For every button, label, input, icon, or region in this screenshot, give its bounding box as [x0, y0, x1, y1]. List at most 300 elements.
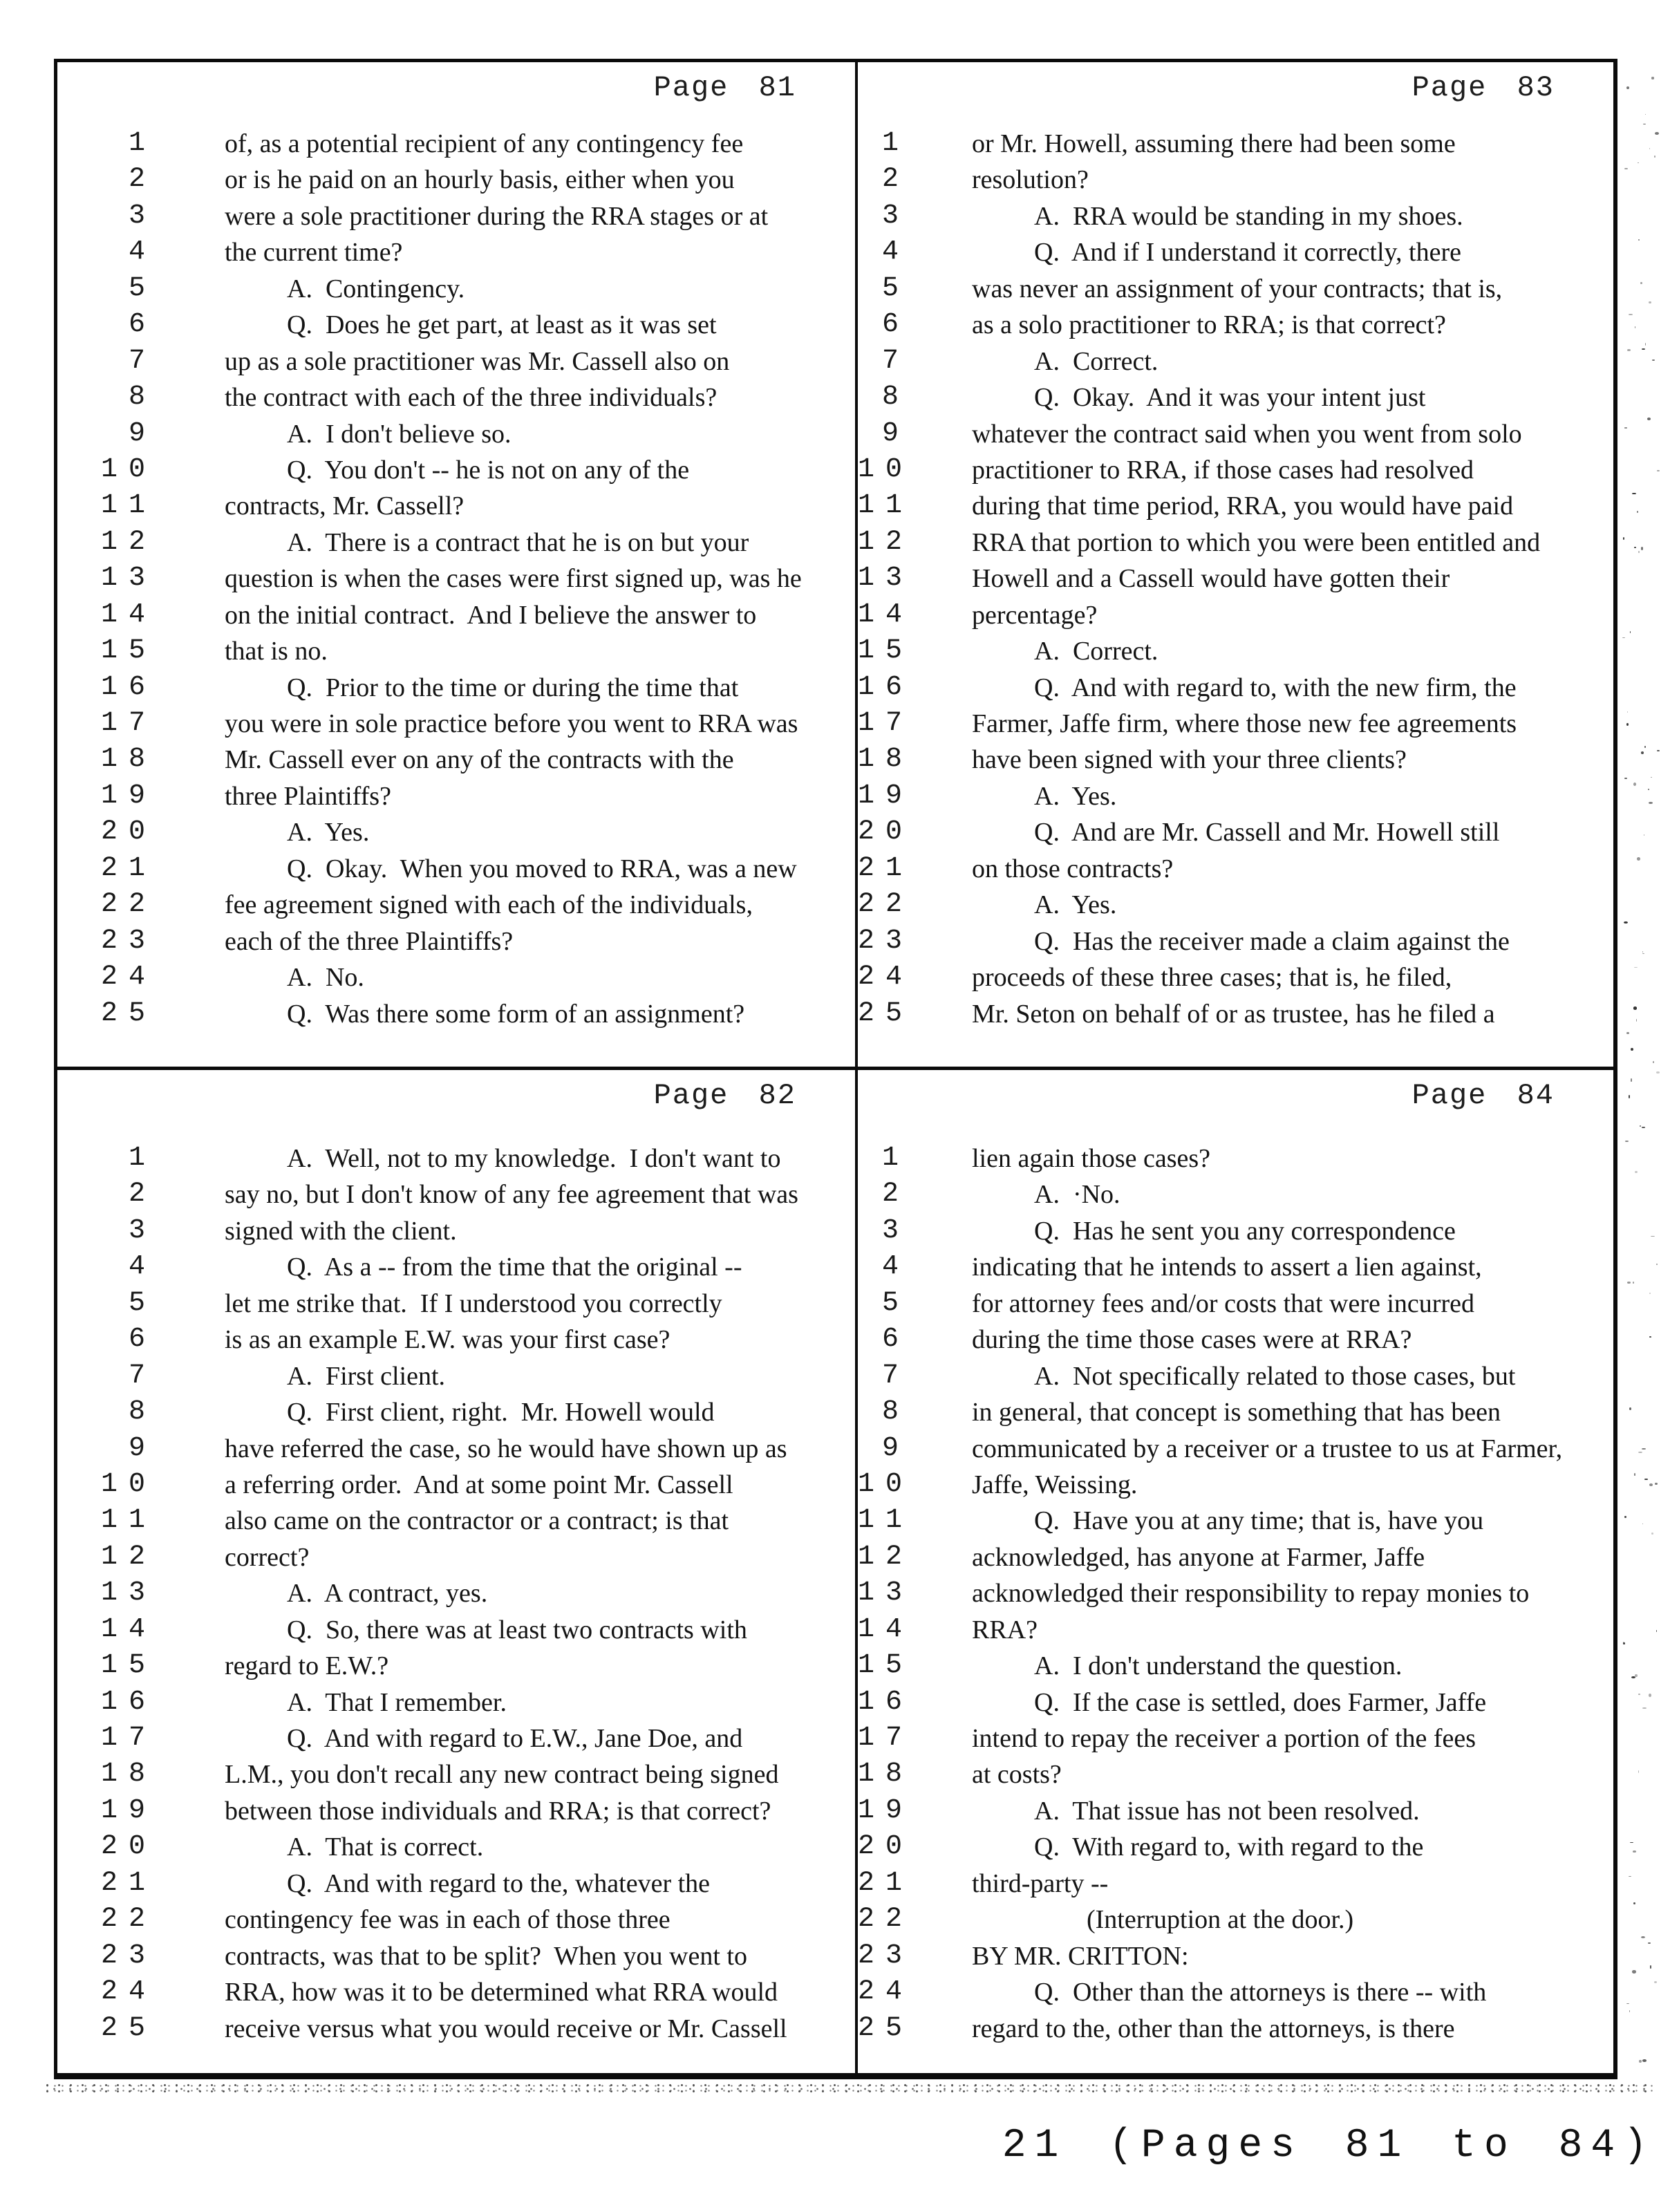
noise-dot: [1651, 77, 1654, 79]
line-number: 23: [100, 1940, 156, 1971]
transcript-line: [57, 126, 855, 162]
line-text: let me strike that. If I understood you correctly: [225, 1288, 722, 1318]
transcript-line: [858, 1431, 1613, 1467]
noise-dot: [1635, 1171, 1638, 1173]
transcript-line: [57, 706, 855, 742]
noise-dot: [1642, 1707, 1647, 1709]
line-number: 14: [858, 599, 914, 630]
line-text: Q. And are Mr. Cassell and Mr. Howell still: [1034, 818, 1500, 847]
line-number: 24: [100, 962, 156, 993]
transcript-line: [858, 1322, 1613, 1358]
line-text: BY MR. CRITTON:: [972, 1941, 1189, 1971]
transcript-line: [57, 996, 855, 1032]
noise-dot: [1629, 314, 1633, 316]
transcript-line: [858, 2011, 1613, 2047]
line-text: Q. First client, right. Mr. Howell would: [287, 1398, 715, 1427]
transcript-line: [57, 851, 855, 887]
transcript-line: [57, 1575, 855, 1611]
transcript-line: [858, 742, 1613, 778]
transcript-grid: [54, 59, 1617, 2079]
line-text: have been signed with your three clients?: [972, 745, 1407, 775]
line-text: A. ·No.: [1034, 1180, 1120, 1210]
line-number: 19: [858, 1794, 914, 1826]
noise-dot: [1631, 1078, 1633, 1082]
line-number: 13: [858, 1577, 914, 1609]
line-text: A. That I remember.: [287, 1687, 507, 1717]
line-text: at costs?: [972, 1760, 1062, 1790]
transcript-line: [858, 1648, 1613, 1684]
line-text: L.M., you don't recall any new contract being signed: [225, 1760, 779, 1790]
transcript-line: [57, 1394, 855, 1430]
transcript-line: [858, 924, 1613, 959]
noise-dot: [1634, 547, 1637, 549]
transcript-line: [858, 344, 1613, 379]
line-text: for attorney fees and/or costs that were incurred: [972, 1288, 1474, 1318]
transcript-line: [858, 561, 1613, 597]
line-text: acknowledged, has anyone at Farmer, Jaffe: [972, 1542, 1425, 1572]
line-number: 13: [858, 563, 914, 594]
transcript-line: [57, 742, 855, 778]
line-text: A. I don't believe so.: [287, 419, 512, 449]
line-number: 11: [100, 1505, 156, 1537]
line-number: 20: [858, 1831, 914, 1863]
transcript-line: [57, 344, 855, 379]
noise-dot: [1654, 1981, 1657, 1983]
transcript-line: [57, 1503, 855, 1539]
line-number: 20: [100, 1831, 156, 1863]
quadrant-page-82: [57, 1070, 855, 2073]
line-text: on the initial contract. And I believe the answer to: [225, 600, 757, 630]
line-number: 14: [100, 1613, 156, 1645]
line-text: proceeds of these three cases; that is, he filed,: [972, 963, 1452, 993]
line-text: up as a sole practitioner was Mr. Cassell also on: [225, 346, 730, 376]
noise-dot: [1638, 1694, 1640, 1695]
page-82-header: Page 82: [653, 1079, 796, 1112]
line-number: 12: [858, 1541, 914, 1573]
page-83-lines: [858, 126, 1613, 1032]
line-text: a referring order. And at some point Mr. Cassell: [225, 1470, 733, 1499]
line-text: or Mr. Howell, assuming there had been some: [972, 129, 1456, 158]
line-text: say no, but I don't know of any fee agreement that was: [225, 1180, 798, 1210]
line-number: 22: [858, 1904, 914, 1936]
line-number: 11: [858, 1505, 914, 1537]
line-text: of, as a potential recipient of any contingency fee: [225, 129, 744, 158]
line-text: on those contracts?: [972, 854, 1174, 883]
transcript-line: [57, 1866, 855, 1902]
line-text: whatever the contract said when you went from solo: [972, 419, 1522, 449]
noise-dot: [1631, 1048, 1633, 1051]
noise-dot: [1642, 951, 1643, 953]
line-text: the contract with each of the three individuals?: [225, 383, 717, 413]
line-number: 15: [858, 1650, 914, 1682]
line-number: 8: [128, 382, 156, 413]
transcript-line: [57, 814, 855, 850]
line-number: 6: [881, 1324, 910, 1356]
line-text: A. There is a contract that he is on but your: [287, 527, 749, 557]
noise-dot: [1654, 156, 1655, 158]
transcript-line: [858, 1866, 1613, 1902]
noise-dot: [1655, 132, 1659, 135]
line-text: three Plaintiffs?: [225, 781, 391, 811]
line-text: contracts, Mr. Cassell?: [225, 491, 465, 521]
line-number: 11: [858, 490, 914, 522]
transcript-line: [57, 597, 855, 633]
transcript-line: [57, 1249, 855, 1285]
transcript-line: [858, 1394, 1613, 1430]
transcript-line: [858, 670, 1613, 706]
transcript-line: [57, 1612, 855, 1648]
line-text: Q. Prior to the time or during the time that: [287, 673, 739, 702]
transcript-line: [57, 1213, 855, 1249]
quadrant-page-84: [858, 1070, 1613, 2073]
noise-dot: [1649, 802, 1653, 804]
noise-dot: [1635, 1674, 1638, 1677]
noise-dot: [1638, 1770, 1639, 1773]
line-text: Q. So, there was at least two contracts with: [287, 1615, 747, 1644]
transcript-line: [858, 1467, 1613, 1503]
noise-dot: [1629, 1407, 1631, 1410]
transcript-line: [57, 924, 855, 959]
line-text: Q. Was there some form of an assignment?: [287, 999, 745, 1029]
transcript-line: [858, 1612, 1613, 1648]
transcript-line: [57, 1177, 855, 1212]
transcript-line: [858, 996, 1613, 1032]
noise-dot: [1657, 470, 1660, 471]
line-text: Q. And with regard to E.W., Jane Doe, and: [287, 1724, 743, 1753]
line-number: 3: [881, 1215, 910, 1246]
noise-dot: [1624, 1516, 1626, 1518]
line-text: third-party --: [972, 1868, 1109, 1898]
noise-dot: [1655, 1483, 1658, 1485]
transcript-line: [858, 1829, 1613, 1865]
noise-dot: [1645, 114, 1646, 115]
line-text: Mr. Cassell ever on any of the contracts with the: [225, 745, 734, 775]
line-text: correct?: [225, 1542, 310, 1572]
line-number: 11: [100, 490, 156, 522]
noise-dot: [1629, 1876, 1631, 1877]
line-number: 8: [128, 1396, 156, 1428]
line-text: during that time period, RRA, you would have paid: [972, 491, 1514, 521]
page-84-header: Page 84: [1411, 1079, 1555, 1112]
noise-dot: [1656, 1630, 1657, 1632]
transcript-line: [57, 1286, 855, 1322]
line-number: 15: [858, 635, 914, 667]
transcript-line: [858, 633, 1613, 669]
line-number: 7: [128, 1360, 156, 1391]
noise-dot: [1631, 1676, 1635, 1678]
noise-dot: [1623, 1642, 1625, 1644]
line-number: 10: [100, 453, 156, 485]
transcript-line: [57, 959, 855, 995]
transcript-line: [858, 1721, 1613, 1756]
line-text: that is no.: [225, 637, 328, 666]
line-number: 16: [858, 671, 914, 703]
line-text: signed with the client.: [225, 1216, 457, 1246]
transcript-line: [57, 1685, 855, 1721]
line-text: A. Yes.: [1034, 890, 1117, 920]
line-number: 16: [100, 1686, 156, 1718]
line-text: Q. If the case is settled, does Farmer, Jaffe: [1034, 1687, 1487, 1717]
transcript-line: [858, 234, 1613, 270]
line-number: 17: [100, 708, 156, 739]
transcript-line: [858, 525, 1613, 561]
transcript-line: [57, 488, 855, 524]
page-83-header: Page 83: [1411, 71, 1555, 104]
line-text: RRA, how was it to be determined what RRA would: [225, 1978, 778, 2007]
line-number: 18: [858, 744, 914, 776]
line-text: resolution?: [972, 165, 1089, 195]
line-number: 10: [858, 453, 914, 485]
noise-dot: [1630, 631, 1631, 633]
line-text: also came on the contractor or a contract; is that: [225, 1506, 729, 1536]
line-number: 2: [881, 1179, 910, 1210]
line-number: 12: [858, 526, 914, 558]
noise-dot: [1633, 1850, 1635, 1853]
transcript-line: [858, 706, 1613, 742]
line-number: 19: [858, 780, 914, 812]
line-number: 23: [858, 925, 914, 957]
line-text: regard to the, other than the attorneys, is there: [972, 2014, 1455, 2043]
transcript-line: [57, 1902, 855, 1938]
noise-dot: [1638, 162, 1639, 163]
noise-dot: [1648, 789, 1649, 790]
line-number: 22: [858, 889, 914, 921]
line-text: Q. As a -- from the time that the original --: [287, 1253, 742, 1282]
line-text: lien again those cases?: [972, 1144, 1211, 1173]
noise-dot: [1638, 551, 1640, 554]
transcript-line: [57, 1539, 855, 1575]
line-text: RRA that portion to which you were been entitled and: [972, 527, 1541, 557]
line-text: is as an example E.W. was your first case?: [225, 1325, 670, 1355]
line-number: 15: [100, 635, 156, 667]
line-number: 14: [858, 1613, 914, 1645]
noise-dot: [1623, 1642, 1624, 1644]
line-number: 12: [100, 1541, 156, 1573]
line-text: as a solo practitioner to RRA; is that correct?: [972, 310, 1446, 340]
line-text: Q. And if I understand it correctly, there: [1034, 238, 1462, 268]
transcript-line: [57, 1648, 855, 1684]
line-number: 7: [128, 345, 156, 377]
noise-dot: [1641, 1936, 1645, 1938]
line-text: during the time those cases were at RRA?: [972, 1325, 1412, 1355]
line-number: 13: [100, 563, 156, 594]
transcript-line: [858, 1938, 1613, 1974]
noise-dot: [1624, 921, 1628, 924]
line-text: A. Not specifically related to those cases, but: [1034, 1361, 1516, 1391]
scan-edge-speckle-band: [41, 2082, 1655, 2094]
line-text: have referred the case, so he would have shown up as: [225, 1434, 787, 1463]
line-number: 2: [881, 164, 910, 196]
line-text: A. That issue has not been resolved.: [1034, 1796, 1420, 1826]
transcript-line: [57, 887, 855, 923]
transcript-line: [57, 1793, 855, 1829]
line-text: Q. Okay. And it was your intent just: [1034, 383, 1426, 413]
line-text: A. Yes.: [287, 818, 370, 847]
line-number: 9: [881, 418, 910, 449]
line-number: 21: [858, 852, 914, 884]
line-text: Q. And with regard to the, whatever the: [287, 1868, 711, 1898]
transcript-line: [57, 452, 855, 488]
transcript-line: [858, 1575, 1613, 1611]
noise-dot: [1650, 1965, 1651, 1969]
noise-dot: [1641, 751, 1644, 754]
noise-dot: [1652, 359, 1655, 361]
line-number: 7: [881, 345, 910, 377]
line-text: the current time?: [225, 238, 403, 268]
line-text: indicating that he intends to assert a lien against,: [972, 1253, 1482, 1282]
line-number: 17: [100, 1723, 156, 1754]
noise-dot: [1627, 349, 1631, 352]
line-number: 12: [100, 526, 156, 558]
line-text: Q. Does he get part, at least as it was set: [287, 310, 717, 340]
noise-dot: [1648, 1942, 1651, 1944]
transcript-line: [858, 1974, 1613, 2010]
noise-dot: [1656, 1071, 1660, 1074]
transcript-line: [57, 416, 855, 452]
transcript-line: [57, 1467, 855, 1503]
noise-dot: [1630, 1842, 1634, 1844]
transcript-line: [858, 271, 1613, 307]
line-number: 6: [128, 1324, 156, 1356]
line-text: you were in sole practice before you went to RRA was: [225, 709, 798, 738]
noise-dot: [1656, 1264, 1658, 1265]
line-number: 1: [128, 128, 156, 159]
line-text: A. First client.: [287, 1361, 446, 1391]
line-text: or is he paid on an hourly basis, either when you: [225, 165, 735, 195]
quadrant-page-81: [57, 62, 855, 1067]
line-number: 5: [128, 272, 156, 304]
transcript-line: [858, 162, 1613, 198]
line-number: 3: [128, 200, 156, 232]
noise-dot: [1638, 1452, 1642, 1453]
transcript-line: [858, 1793, 1613, 1829]
transcript-line: [57, 1938, 855, 1974]
transcript-line: [57, 234, 855, 270]
line-number: 1: [881, 128, 910, 159]
line-number: 10: [100, 1468, 156, 1500]
line-number: 16: [100, 671, 156, 703]
transcript-line: [57, 1974, 855, 2010]
transcript-line: [57, 162, 855, 198]
page-84-lines: [858, 1141, 1613, 2047]
line-text: contingency fee was in each of those three: [225, 1905, 670, 1935]
page-81-lines: [57, 126, 855, 1032]
transcript-line: [858, 959, 1613, 995]
line-number: 14: [100, 599, 156, 630]
line-number: 24: [100, 1976, 156, 2008]
noise-dot: [1644, 1479, 1647, 1481]
line-text: A. That is correct.: [287, 1833, 484, 1862]
page-81-header: Page 81: [653, 71, 796, 104]
line-text: intend to repay the receiver a portion of the fees: [972, 1724, 1476, 1753]
line-number: 23: [858, 1940, 914, 1971]
line-text: Q. Okay. When you moved to RRA, was a new: [287, 854, 797, 883]
line-number: 1: [881, 1143, 910, 1174]
line-number: 23: [100, 925, 156, 957]
line-text: fee agreement signed with each of the individuals,: [225, 890, 753, 920]
transcript-line: [57, 1756, 855, 1792]
transcript-line: [57, 1322, 855, 1358]
line-number: 8: [881, 1396, 910, 1428]
noise-dot: [1642, 1127, 1645, 1128]
noise-dot: [1653, 1061, 1654, 1063]
line-text: A. Well, not to my knowledge. I don't want to: [287, 1144, 781, 1173]
line-number: 3: [128, 1215, 156, 1246]
noise-dot: [1633, 1902, 1635, 1904]
transcript-line: [858, 851, 1613, 887]
line-text: A. Yes.: [1034, 781, 1117, 811]
transcript-line: [858, 1286, 1613, 1322]
line-number: 20: [100, 816, 156, 848]
line-text: Mr. Seton on behalf of or as trustee, has he filed a: [972, 999, 1495, 1029]
line-text: was never an assignment of your contracts; that is,: [972, 274, 1503, 303]
line-text: contracts, was that to be split? When you went to: [225, 1941, 747, 1971]
line-number: 24: [858, 1976, 914, 2008]
noise-dot: [1622, 637, 1625, 639]
line-number: 4: [881, 1251, 910, 1283]
line-number: 22: [100, 889, 156, 921]
line-number: 2: [128, 1179, 156, 1210]
noise-dot: [1645, 343, 1646, 346]
transcript-line: [858, 1539, 1613, 1575]
line-text: practitioner to RRA, if those cases had resolved: [972, 455, 1474, 485]
page-footer: 21 (Pages 81 to 84): [1002, 2124, 1655, 2168]
transcript-line: [858, 198, 1613, 234]
transcript-line: [57, 379, 855, 415]
noise-dot: [1626, 2003, 1629, 2004]
line-number: 21: [100, 1867, 156, 1899]
line-number: 5: [881, 272, 910, 304]
line-text: A. RRA would be standing in my shoes.: [1034, 201, 1463, 231]
transcript-line: [858, 1902, 1613, 1938]
line-text: question is when the cases were first signed up, was he: [225, 564, 802, 594]
line-text: Q. Has he sent you any correspondence: [1034, 1216, 1456, 1246]
quadrant-page-83: [858, 62, 1613, 1067]
transcript-line: [858, 1249, 1613, 1285]
noise-dot: [1657, 750, 1660, 751]
transcript-line: [858, 416, 1613, 452]
line-number: 13: [100, 1577, 156, 1609]
noise-dot: [1625, 1141, 1629, 1142]
line-number: 1: [128, 1143, 156, 1174]
line-number: 18: [100, 1759, 156, 1790]
transcript-line: [858, 1141, 1613, 1177]
noise-dot: [1643, 124, 1646, 125]
line-text: percentage?: [972, 600, 1098, 630]
line-text: Jaffe, Weissing.: [972, 1470, 1138, 1499]
noise-dot: [1634, 1473, 1635, 1475]
noise-dot: [1626, 723, 1629, 726]
noise-dot: [1634, 967, 1638, 968]
noise-dot: [1642, 348, 1646, 350]
noise-dot: [1640, 282, 1642, 284]
line-text: A. No.: [287, 963, 364, 993]
line-number: 15: [100, 1650, 156, 1682]
line-number: 4: [128, 236, 156, 268]
noise-dot: [1623, 537, 1624, 540]
transcript-line: [858, 1756, 1613, 1792]
transcript-line: [57, 198, 855, 234]
line-text: Q. And with regard to, with the new firm, the: [1034, 673, 1517, 702]
transcript-line: [858, 379, 1613, 415]
line-text: Q. You don't -- he is not on any of the: [287, 455, 690, 485]
transcript-line: [57, 561, 855, 597]
noise-dot: [1647, 418, 1651, 420]
noise-dot: [1633, 1006, 1638, 1009]
noise-dot: [1636, 1019, 1638, 1022]
line-text: receive versus what you would receive or Mr. Cassell: [225, 2014, 787, 2043]
transcript-line: [858, 488, 1613, 524]
